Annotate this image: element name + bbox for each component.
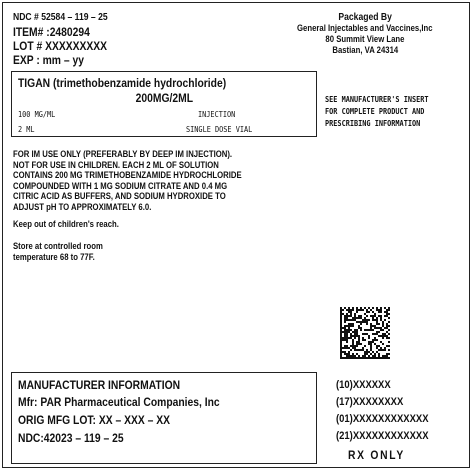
packager-address: 80 Summit View Lane	[325, 34, 405, 44]
usage-line: COMPOUNDED WITH 1 MG SODIUM CITRATE AND 0.4 MG	[13, 180, 228, 191]
ndc-top: NDC # 52584 – 119 – 25	[13, 12, 108, 23]
usage-line: NOT FOR USE IN CHILDREN. EACH 2 ML OF SOLUTION	[13, 159, 219, 170]
manufacturer-heading: MANUFACTURER INFORMATION	[18, 378, 181, 392]
insert-notice-line: FOR COMPLETE PRODUCT AND	[325, 107, 425, 116]
storage-line: Store at controlled room	[13, 241, 103, 251]
code-block	[336, 377, 444, 445]
code-line: (21)XXXXXXXXXXXX	[336, 430, 429, 442]
usage-line: CONTAINS 200 MG TRIMETHOBENZAMIDE HYDROCHLORIDE	[13, 170, 242, 181]
identifier-block	[13, 11, 123, 67]
rx-only: RX ONLY	[348, 448, 405, 462]
manufacturer-name: Mfr: PAR Pharmaceutical Companies, Inc	[18, 395, 220, 409]
storage-text	[13, 241, 118, 263]
drug-volume: 2 ML	[18, 125, 35, 134]
usage-line: FOR IM USE ONLY (PREFERABLY BY DEEP IM INJECTION).	[13, 149, 233, 159]
packager-block	[265, 12, 465, 56]
drug-strength: 200MG/2ML	[135, 91, 193, 105]
usage-text	[13, 149, 279, 213]
insert-notice-line: PRESCRIBING INFORMATION	[325, 119, 421, 128]
usage-line: CITRIC ACID AS BUFFERS, AND SODIUM HYDROXIDE TO	[13, 191, 226, 202]
packager-name: General Injectables and Vaccines,Inc	[297, 23, 433, 33]
drug-label	[2, 2, 470, 468]
drug-name: TIGAN (trimethobenzamide hydrochloride)	[18, 76, 227, 90]
item-number: ITEM# :2480294	[13, 25, 90, 39]
datamatrix-barcode	[340, 307, 390, 359]
insert-notice	[325, 94, 445, 130]
manufacturer-box	[11, 372, 317, 464]
drug-concentration: 100 MG/ML	[18, 110, 56, 119]
code-line: (10)XXXXXX	[336, 379, 391, 391]
code-line: (17)XXXXXXXX	[336, 396, 404, 408]
manufacturer-ndc: NDC:42023 – 119 – 25	[18, 431, 124, 445]
expiration: EXP : mm – yy	[13, 53, 84, 67]
child-warning: Keep out of children's reach.	[13, 219, 119, 229]
insert-notice-line: SEE MANUFACTURER'S INSERT	[325, 95, 429, 104]
code-line: (01)XXXXXXXXXXXX	[336, 413, 429, 425]
drug-box	[11, 71, 317, 137]
drug-route: INJECTION	[198, 110, 236, 119]
usage-line: ADJUST pH TO APPROXIMATELY 6.0.	[13, 201, 152, 212]
storage-line: temperature 68 to 77F.	[13, 252, 95, 262]
packager-city: Bastian, VA 24314	[332, 45, 398, 55]
lot-number: LOT # XXXXXXXXX	[13, 39, 108, 53]
original-lot: ORIG MFG LOT: XX – XXX – XX	[18, 413, 170, 427]
packager-title: Packaged By	[338, 12, 392, 23]
drug-container: SINGLE DOSE VIAL	[186, 125, 253, 134]
